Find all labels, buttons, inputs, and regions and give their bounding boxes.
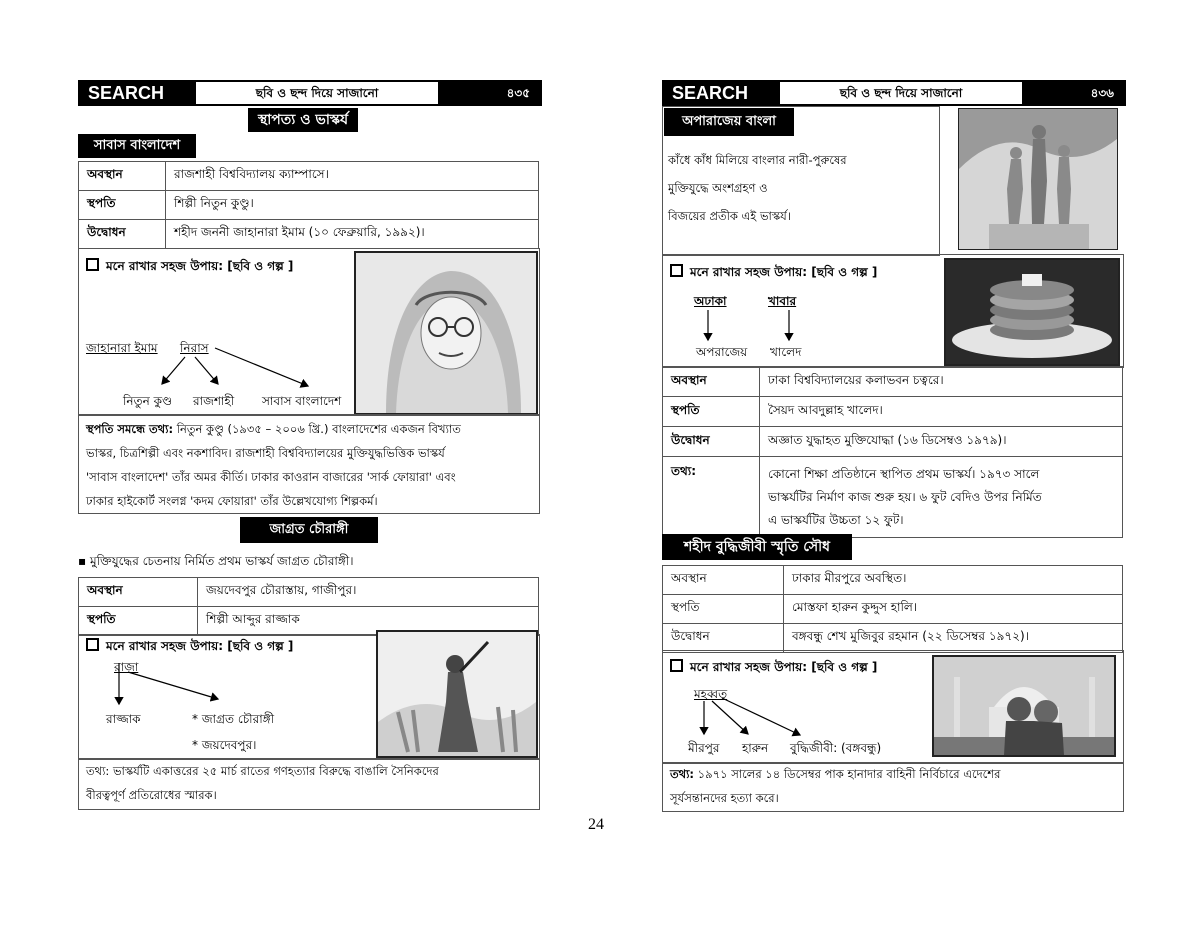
fact-text: ১৯৭১ সালের ১৪ ডিসেম্বর পাক হানাদার বাহিনী নির্বিচারে এদেশের bbox=[697, 767, 1001, 781]
row-value: বঙ্গবন্ধু শেখ মুজিবুর রহমান (২২ ডিসেম্বর ১৯৭২)। bbox=[784, 624, 1123, 653]
jagroto-intro: ▪ মুক্তিযুদ্ধের চেতনায় নির্মিত প্রথম ভাস্কর্য জাগ্রত চৌরাঙ্গী। bbox=[78, 554, 354, 568]
row-value: শিল্পী নিতুন কুণ্ডু। bbox=[166, 191, 539, 220]
fact-line: সূর্যসন্তানদের হত্যা করে। bbox=[670, 791, 779, 805]
table-row bbox=[663, 367, 1123, 397]
table-row bbox=[663, 397, 1123, 427]
mnemonic-word: খাবার bbox=[768, 294, 797, 308]
fact-line bbox=[670, 762, 1118, 786]
table-row bbox=[663, 427, 1123, 457]
sculpture-photo bbox=[376, 630, 538, 758]
table-row bbox=[663, 624, 1123, 653]
row-key: উদ্বোধন bbox=[663, 427, 760, 457]
table-row bbox=[663, 457, 1123, 538]
row-key: স্থপতি bbox=[79, 191, 166, 220]
table-row bbox=[663, 566, 1123, 595]
row-key: অবস্থান bbox=[79, 578, 198, 607]
value-line: ভাস্কর্যটির নির্মাণ কাজ শুরু হয়। ৬ ফুট বেদিও উপর নির্মিত bbox=[768, 489, 1042, 504]
row-key: অবস্থান bbox=[663, 566, 784, 595]
mnemonic-word: মহব্বত bbox=[694, 687, 728, 701]
table-row bbox=[663, 595, 1123, 624]
tip-text: মনে রাখার সহজ উপায়: [ছবি ও গল্প ] bbox=[690, 265, 878, 279]
row-value: ঢাকা বিশ্ববিদ্যালয়ের কলাভবন চত্বরে। bbox=[760, 367, 1123, 397]
fact-text: নিতুন কুণ্ডু (১৯৩৫ – ২০০৬ খ্রি.) বাংলাদেশের একজন বিখ্যাত bbox=[176, 422, 461, 436]
row-value: জয়দেবপুর চৌরাস্তায়, গাজীপুর। bbox=[198, 578, 539, 607]
buddhijibi-fact bbox=[670, 762, 1118, 810]
tip-text: মনে রাখার সহজ উপায়: [ছবি ও গল্প ] bbox=[690, 660, 878, 674]
mnemonic-answer: * জাগ্রত চৌরাঙ্গী bbox=[192, 712, 275, 726]
value-line: এ ভাস্কর্যটির উচ্চতা ১২ ফুট। bbox=[768, 512, 904, 527]
statue-photo bbox=[958, 108, 1118, 250]
mnemonic-word: নিরাস bbox=[180, 341, 209, 355]
mnemonic-answer: রাজ্জাক bbox=[106, 712, 141, 726]
desc-line: মুক্তিযুদ্ধে অংশগ্রহণ ও bbox=[668, 181, 768, 195]
mnemonic-answer: রাজশাহী bbox=[193, 394, 235, 408]
jagroto-info-table bbox=[78, 577, 539, 636]
mnemonic-answer: অপরাজেয় bbox=[696, 345, 748, 359]
row-value: শহীদ জননী জাহানারা ইমাম (১০ ফেব্রুয়ারি, ১৯৯২)। bbox=[166, 220, 539, 249]
mnemonic-answer: খালেদ bbox=[770, 345, 802, 359]
row-key: তথ্য: bbox=[663, 457, 760, 538]
search-logo: SEARCH bbox=[664, 82, 780, 104]
mnemonic-word: অঢাকা bbox=[694, 294, 727, 308]
row-key: অবস্থান bbox=[663, 367, 760, 397]
sabas-fact bbox=[86, 417, 534, 513]
mnemonic-answer: বুদ্ধিজীবী: (বঙ্গবন্ধু) bbox=[790, 741, 882, 755]
tip-text: মনে রাখার সহজ উপায়: [ছবি ও গল্প ] bbox=[106, 639, 294, 653]
mnemonic-answer: নিতুন কুণ্ড bbox=[123, 394, 173, 408]
checkbox-icon bbox=[670, 659, 683, 672]
row-value: মোস্তফা হারুন কুদ্দুস হালি। bbox=[784, 595, 1123, 624]
desc-line: বিজয়ের প্রতীক এই ভাস্কর্য। bbox=[668, 209, 791, 223]
mnemonic-word: জাহানারা ইমাম bbox=[86, 341, 158, 355]
section-title: স্থাপত্য ও ভাস্কর্য bbox=[248, 108, 358, 132]
mnemonic-answer: সাবাস বাংলাদেশ bbox=[262, 394, 342, 408]
fact-line bbox=[86, 417, 534, 441]
row-key: উদ্বোধন bbox=[79, 220, 166, 249]
buddhijibi-info-table bbox=[662, 565, 1123, 653]
oporajeyo-info-table bbox=[662, 366, 1123, 538]
jagroto-title: জাগ্রত চৌরাঙ্গী bbox=[240, 517, 378, 543]
fact-line: ঢাকার হাইকোর্ট সংলগ্ন 'কদম ফোয়ারা' তাঁর উল্লেখযোগ্য শিল্পকর্ম। bbox=[86, 494, 378, 508]
mnemonic-word: রাজা bbox=[114, 660, 139, 674]
search-logo: SEARCH bbox=[80, 82, 196, 104]
buddhijibi-title: শহীদ বুদ্ধিজীবী স্মৃতি সৌধ bbox=[662, 534, 852, 560]
page-number: ৪৩৬ bbox=[1022, 82, 1124, 104]
pancake-photo bbox=[944, 258, 1120, 366]
fact-label: স্থপতি সমন্ধে তথ্য: bbox=[86, 422, 174, 436]
page-number: ৪৩৫ bbox=[438, 82, 540, 104]
row-value: রাজশাহী বিশ্ববিদ্যালয় ক্যাম্পাসে। bbox=[166, 162, 539, 191]
row-key: স্থপতি bbox=[663, 397, 760, 427]
tip-label bbox=[86, 638, 293, 658]
header-title: ছবি ও ছন্দ দিয়ে সাজানো bbox=[839, 86, 963, 100]
monument-photo bbox=[932, 655, 1116, 757]
row-value: অজ্ঞাত যুদ্ধাহত মুক্তিযোদ্ধা (১৬ ডিসেম্বও ১৯৭৯)। bbox=[760, 427, 1123, 457]
jagroto-fact bbox=[86, 759, 534, 807]
sabas-title: সাবাস বাংলাদেশ bbox=[78, 134, 196, 158]
fact-line: তথ্য: ভাস্কর্যটি একাত্তরের ২৫ মার্চ রাতের গণহত্যার বিরুদ্ধে বাঙালি সৈনিকদের bbox=[86, 764, 439, 778]
row-key: উদ্বোধন bbox=[663, 624, 784, 653]
mnemonic-answer: হারুন bbox=[742, 741, 769, 755]
row-key: স্থপতি bbox=[79, 607, 198, 636]
row-value: ঢাকার মীরপুরে অবস্থিত। bbox=[784, 566, 1123, 595]
fact-line: বীরত্বপূর্ণ প্রতিরোধের স্মারক। bbox=[86, 788, 217, 802]
row-key: অবস্থান bbox=[79, 162, 166, 191]
portrait-photo bbox=[354, 251, 538, 415]
tip-label bbox=[670, 659, 877, 679]
mnemonic-answer: মীরপুর bbox=[688, 741, 720, 755]
row-value bbox=[760, 457, 1123, 538]
checkbox-icon bbox=[86, 638, 99, 651]
fact-line: 'সাবাস বাংলাদেশ' তাঁর অমর কীর্তি। ঢাকার কাওরান বাজারের 'সার্ক ফোয়ারা' এবং bbox=[86, 470, 456, 484]
page-footer-number: 24 bbox=[588, 816, 604, 833]
header-title: ছবি ও ছন্দ দিয়ে সাজানো bbox=[255, 86, 379, 100]
tip-label bbox=[670, 264, 877, 284]
row-key: স্থপতি bbox=[663, 595, 784, 624]
table-row bbox=[79, 578, 539, 607]
tip-text: মনে রাখার সহজ উপায়: [ছবি ও গল্প ] bbox=[106, 259, 294, 273]
oporajeyo-title: অপারাজেয় বাংলা bbox=[664, 108, 794, 136]
fact-label: তথ্য: bbox=[670, 767, 695, 781]
checkbox-icon bbox=[670, 264, 683, 277]
value-line: কোনো শিক্ষা প্রতিষ্ঠানে স্থাপিত প্রথম ভাস্কর্য। ১৯৭৩ সালে bbox=[768, 466, 1040, 481]
row-value: সৈয়দ আবদুল্লাহ খালেদ। bbox=[760, 397, 1123, 427]
desc-line: কাঁধে কাঁধ মিলিয়ে বাংলার নারী-পুরুষের bbox=[668, 153, 847, 167]
fact-line: ভাস্কর, চিত্রশিল্পী এবং নকশাবিদ। রাজশাহী বিশ্ববিদ্যালয়ের মুক্তিযুদ্ধভিত্তিক ভাস্কর্য bbox=[86, 446, 445, 460]
right-header bbox=[662, 80, 1126, 106]
mnemonic-answer: * জয়দেবপুর। bbox=[192, 738, 257, 752]
oporajeyo-desc bbox=[668, 146, 847, 230]
row-value: শিল্পী আব্দুর রাজ্জাক bbox=[198, 607, 539, 636]
